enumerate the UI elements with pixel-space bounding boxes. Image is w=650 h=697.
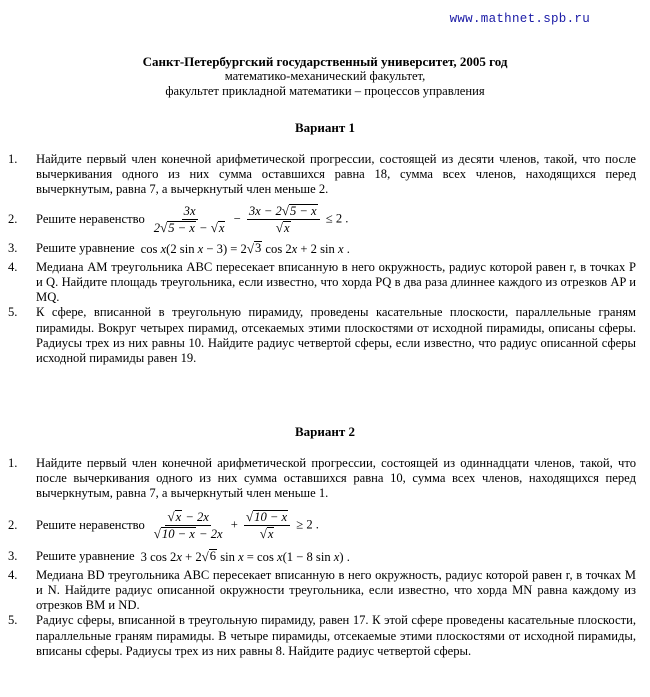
v2-problem-2 [8, 506, 636, 546]
v2-inequality: √ x − 2x √ 10 − x − 2x + √ 10 − x √ x ≥ 2 . [153, 509, 319, 542]
v2-equation: 3 cos 2x + 2 √ 6 sin x = cos x(1 − 8 sin x) . [140, 548, 350, 564]
v2-problem-4 [8, 568, 636, 614]
problem-number: 1. [8, 456, 18, 470]
problem-number: 4. [8, 259, 18, 274]
document-header [0, 54, 650, 100]
university-title: Санкт-Петербургский государственный университет, 2005 год [142, 54, 508, 69]
problem-number: 4. [8, 567, 18, 582]
v1-problem-1 [8, 152, 636, 198]
v1-inequality: 3x 2 √ 5 − x − √ x − 3x − 2 √ 5 − x √ x ≤ 2 . [153, 203, 349, 236]
site-link[interactable]: www.mathnet.spb.ru [449, 12, 590, 26]
variant-1-problems [8, 152, 636, 366]
problem-text: Найдите первый член конечной арифметической прогрессии, состоящей из десяти членов, такой, что после вычеркивания одного из них сумма оставшихся равна 18, сумма всех членов, находящихся перед вычеркнутым, равна 7, а вычеркнутый член меньше 2. [36, 152, 636, 197]
problem-text: Решите неравенство [36, 518, 145, 532]
variant-2-problems [8, 456, 636, 659]
problem-number: 5. [8, 305, 18, 320]
problem-text: Найдите первый член конечной арифметической прогрессии, состоящей из одиннадцати членов, такой, что после вычеркивания одного из них сумма оставшихся равна 10, сумма всех членов, находящихся перед вычеркнутым, равна 7, а вычеркнутый член меньше 1. [36, 456, 636, 501]
problem-number: 5. [8, 613, 18, 628]
problem-text: Решите уравнение [36, 549, 135, 564]
problem-text: Медиана BD треугольника ABC пересекает вписанную в него окружность, радиус которой равен r, в точках M и N. Найдите радиус описанной окружности треугольника, если известно, что хорда MN равна каждому из отрезков BM и ND. [36, 567, 636, 613]
problem-text: Решите неравенство [36, 212, 145, 226]
v2-problem-3 [8, 549, 636, 565]
problem-number: 3. [8, 241, 18, 256]
problem-text: К сфере, вписанной в треугольную пирамиду, проведены касательные плоскости, параллельные граням пирамиды. Вокруг четырех пирамид, отсекаемых этими плоскостями от исходной пирамиды, описаны сферы. Радиусы трех из них равны 10. Найдите радиус четвертой сферы, если известно, что радиус описанной сферы исходной пирамиды равен 19. [36, 305, 636, 366]
v1-problem-4 [8, 260, 636, 306]
faculty-line-2: факультет прикладной математики – процессов управления [165, 84, 485, 99]
v1-problem-5 [8, 305, 636, 366]
faculty-line-1: математико-механический факультет, [224, 69, 426, 84]
v1-problem-2 [8, 202, 636, 238]
v1-equation: cos x(2 sin x − 3) = 2 √ 3 cos 2x + 2 sin x . [140, 240, 350, 256]
problem-text: Медиана AM треугольника ABC пересекает вписанную в него окружность, радиус которой равен r, в точках P и Q. Найдите площадь треугольника, если известно, что хорда PQ в два раза длиннее каждого из отрезков AP и MQ. [36, 259, 636, 305]
v1-problem-3 [8, 241, 636, 257]
v2-problem-1 [8, 456, 636, 502]
problem-number: 1. [8, 152, 18, 166]
variant-2-title: Вариант 2 [294, 424, 356, 439]
v2-problem-5 [8, 613, 636, 659]
problem-number: 2. [8, 518, 18, 532]
variant-1-title: Вариант 1 [294, 120, 356, 135]
problem-text: Радиус сферы, вписанной в треугольную пирамиду, равен 17. К этой сфере проведены касательные плоскости, параллельные граням пирамиды. В четыре пирамиды, отсекаемые этими плоскостями от исходной пирамиды, вписаны сферы. Радиусы трех из них равны 8. Найдите радиус четвертой сферы. [36, 613, 636, 658]
problem-number: 2. [8, 212, 18, 226]
problem-number: 3. [8, 549, 18, 564]
problem-text: Решите уравнение [36, 241, 135, 256]
